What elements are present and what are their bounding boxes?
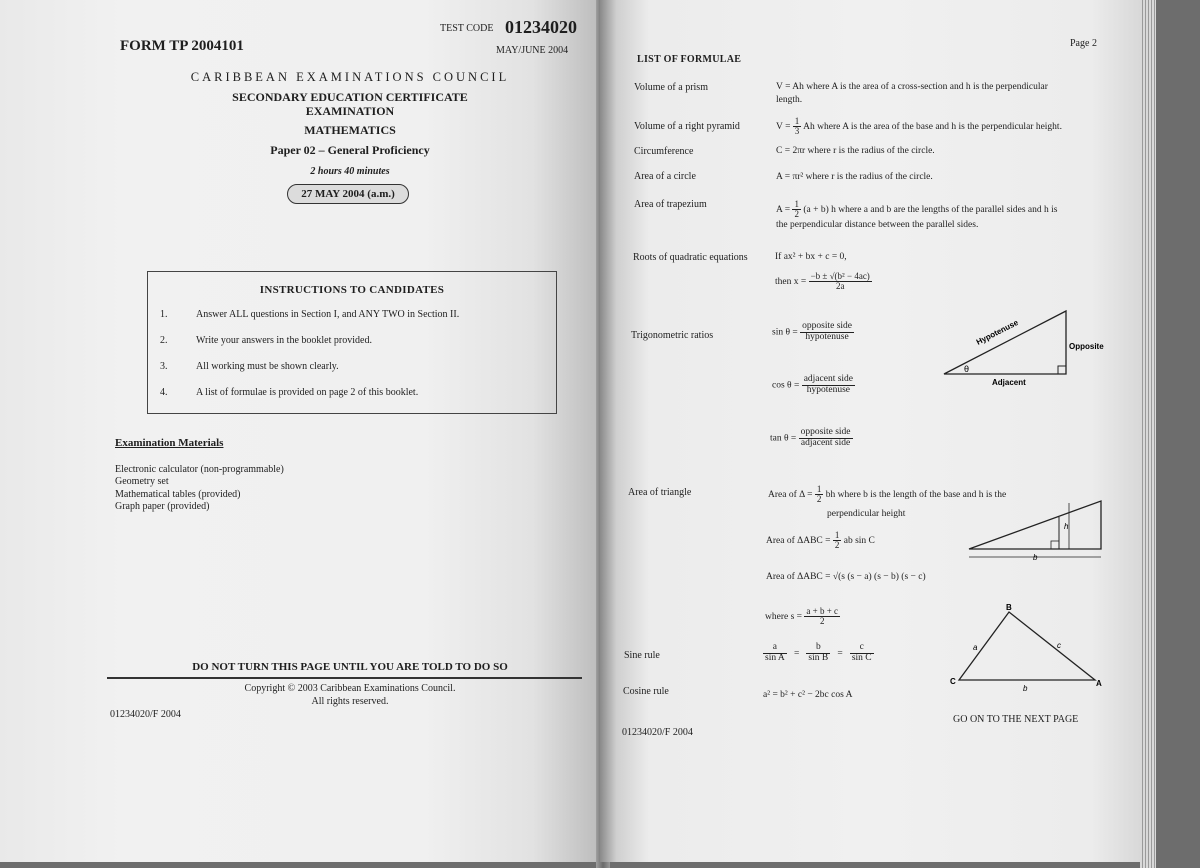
instruction-text: Answer ALL questions in Section I, and ANY TWO in Section II.: [196, 309, 460, 320]
base-label: b: [1033, 553, 1038, 562]
fraction-numerator: 1: [794, 199, 799, 209]
sine-rule-formula: [763, 643, 874, 664]
circumference-formula: C = 2πr where r is the radius of the circle.: [776, 146, 935, 156]
sine-rule-fraction-c: [850, 643, 874, 664]
side-a-label: a: [973, 643, 978, 652]
quadratic-formula: [775, 272, 872, 292]
tangent-fraction: [799, 428, 853, 449]
material-item: Geometry set: [115, 476, 169, 487]
triangle-area-2-lhs: Area of ΔABC =: [766, 536, 831, 547]
triangle-shape: [969, 501, 1101, 549]
examination-title: EXAMINATION: [305, 104, 395, 118]
prism-formula: V = Ah where A is the area of a cross-section and h is the perpendicular: [776, 82, 1048, 92]
circle-area-label: Area of a circle: [634, 171, 696, 182]
right-angle-marker: [1058, 366, 1066, 374]
subject-title: MATHEMATICS: [304, 123, 396, 137]
rights-notice: All rights reserved.: [311, 696, 389, 707]
fraction-numerator: opposite side: [800, 427, 851, 437]
triangle-area-fraction: [815, 485, 824, 505]
pyramid-label: Volume of a right pyramid: [634, 121, 740, 132]
prism-formula-cont: length.: [776, 95, 803, 105]
triangle-area-label: Area of triangle: [628, 487, 692, 498]
semi-perimeter-formula: [765, 607, 840, 627]
vertex-c-label: C: [950, 677, 956, 686]
triangle-area-2-fraction: [833, 531, 842, 551]
height-right-angle: [1051, 541, 1059, 549]
theta-label: θ: [964, 364, 970, 374]
paper-title: Paper 02 – General Proficiency: [270, 143, 430, 157]
cosine-fraction: [802, 375, 855, 396]
material-item: Mathematical tables (provided): [115, 489, 241, 500]
tangent-lhs: tan θ =: [770, 433, 797, 444]
fraction-denominator: hypotenuse: [805, 331, 849, 342]
do-not-turn-notice: DO NOT TURN THIS PAGE UNTIL YOU ARE TOLD TO DO SO: [192, 661, 508, 673]
instruction-text: All working must be shown clearly.: [196, 361, 339, 372]
triangle-area-lhs: Area of Δ =: [768, 490, 813, 501]
divider: [107, 677, 582, 679]
fraction-denominator: 2: [816, 494, 822, 505]
cosine-ratio: [772, 375, 855, 396]
fraction-numerator: 1: [794, 116, 800, 126]
fraction-numerator: opposite side: [802, 321, 852, 331]
trig-label: Trigonometric ratios: [631, 330, 714, 341]
fraction-numerator: −b ± √(b² − 4ac): [810, 271, 870, 281]
instruction-number: 2.: [160, 335, 168, 346]
fraction-denominator: 3: [794, 126, 800, 137]
go-on-notice: GO ON TO THE NEXT PAGE: [953, 714, 1079, 725]
prism-label: Volume of a prism: [634, 82, 708, 93]
right-triangle-shape: [944, 311, 1066, 374]
triangle-area-2-rest: ab sin C: [843, 536, 875, 547]
footer-code: 01234020/F 2004: [622, 727, 693, 738]
sine-lhs: sin θ =: [772, 327, 798, 338]
triangle-height-diagram: [965, 495, 1115, 567]
triangle-area-rest: bh where b is the length of the base and h is the: [825, 490, 1007, 501]
fraction-denominator: 2: [834, 540, 840, 551]
right-page: [600, 0, 1146, 862]
sine-rule-fraction-b: [806, 643, 830, 664]
trapezium-label: Area of trapezium: [634, 199, 707, 210]
instructions-box: [147, 271, 557, 414]
vertex-a-label: A: [1096, 679, 1102, 688]
herons-formula: Area of ΔABC = √(s (s − a) (s − b) (s − c): [766, 572, 926, 582]
trapezium-rest: (a + b) h where a and b are the lengths of the parallel sides and h is: [803, 205, 1058, 216]
fraction-numerator: a + b + c: [806, 606, 839, 616]
instruction-number: 3.: [160, 361, 168, 372]
page-number: Page 2: [1070, 38, 1097, 49]
quadratic-label: Roots of quadratic equations: [633, 252, 748, 263]
semi-perimeter-lhs: where s =: [765, 612, 803, 623]
hypotenuse-label: Hypotenuse: [974, 317, 1020, 347]
right-triangle-diagram: [940, 305, 1120, 390]
tangent-ratio: [770, 428, 853, 449]
exam-date-badge: 27 MAY 2004 (a.m.): [287, 184, 409, 204]
circle-area-formula: A = πr² where r is the radius of the circle.: [776, 172, 933, 182]
instruction-number: 4.: [160, 387, 168, 398]
book-page-edges: [1140, 0, 1156, 868]
certificate-title: SECONDARY EDUCATION CERTIFICATE: [232, 90, 468, 104]
fraction-denominator: 2a: [835, 281, 845, 292]
triangle-area-formula-1-cont: perpendicular height: [827, 509, 906, 519]
opposite-label: Opposite: [1069, 342, 1104, 351]
fraction-denominator: sin B: [808, 652, 829, 663]
height-label: h: [1064, 522, 1069, 531]
fraction-denominator: 2: [794, 209, 799, 220]
equals-sign: =: [837, 648, 843, 659]
pyramid-formula: [776, 117, 1062, 137]
quadratic-lhs: then x =: [775, 277, 807, 288]
trapezium-formula: [776, 200, 1057, 220]
trapezium-fraction: [792, 200, 801, 220]
sine-fraction: [800, 322, 854, 343]
footer-code: 01234020/F 2004: [110, 709, 181, 720]
cosine-rule-label: Cosine rule: [623, 686, 669, 697]
council-name: CARIBBEAN EXAMINATIONS COUNCIL: [190, 70, 510, 84]
fraction-denominator: adjacent side: [800, 437, 851, 448]
vertex-b-label: B: [1006, 603, 1012, 612]
triangle-abc-shape: [959, 612, 1095, 680]
triangle-area-formula-2: [766, 531, 875, 551]
adjacent-label: Adjacent: [992, 378, 1026, 387]
trapezium-formula-cont: the perpendicular distance between the parallel sides.: [776, 220, 979, 230]
test-code: 01234020: [505, 17, 577, 37]
pyramid-fraction: [793, 117, 802, 137]
fraction-denominator: sin A: [765, 652, 785, 663]
fraction-numerator: a: [763, 643, 787, 654]
material-item: Electronic calculator (non-programmable): [115, 464, 284, 475]
sine-rule-label: Sine rule: [624, 650, 660, 661]
quadratic-condition: If ax² + bx + c = 0,: [775, 252, 847, 262]
formulae-title: LIST OF FORMULAE: [637, 54, 742, 65]
equals-sign: =: [793, 648, 800, 659]
triangle-abc-diagram: [945, 600, 1105, 695]
exam-session: MAY/JUNE 2004: [496, 45, 569, 56]
fraction-numerator: c: [850, 643, 874, 654]
circumference-label: Circumference: [634, 146, 694, 157]
pyramid-lhs: V =: [776, 122, 791, 133]
cosine-rule-formula: a² = b² + c² − 2bc cos A: [763, 690, 853, 700]
fraction-denominator: hypotenuse: [806, 384, 850, 395]
fraction-numerator: adjacent side: [803, 374, 854, 384]
side-c-label: c: [1057, 641, 1061, 650]
sine-rule-fraction-a: [763, 643, 787, 664]
instruction-number: 1.: [160, 309, 168, 320]
instructions-title: INSTRUCTIONS TO CANDIDATES: [259, 284, 445, 296]
pyramid-rest: Ah where A is the area of the base and h is the perpendicular height.: [803, 122, 1062, 133]
fraction-numerator: 1: [834, 530, 840, 540]
fraction-numerator: 1: [816, 484, 822, 494]
cosine-lhs: cos θ =: [772, 380, 800, 391]
material-item: Graph paper (provided): [115, 501, 210, 512]
instruction-text: Write your answers in the booklet provided.: [196, 335, 372, 346]
semi-perimeter-fraction: [804, 607, 840, 627]
exam-duration: 2 hours 40 minutes: [310, 166, 390, 177]
instruction-text: A list of formulae is provided on page 2 of this booklet.: [196, 387, 419, 398]
side-b-label: b: [1023, 684, 1028, 693]
form-code: FORM TP 2004101: [120, 38, 244, 54]
test-code-label: TEST CODE: [440, 23, 494, 34]
copyright-notice: Copyright © 2003 Caribbean Examinations Council.: [244, 683, 456, 694]
fraction-denominator: sin C: [851, 652, 872, 663]
materials-title: Examination Materials: [115, 437, 224, 449]
sine-ratio: [772, 322, 854, 343]
trapezium-lhs: A =: [776, 205, 791, 216]
fraction-denominator: 2: [819, 616, 825, 627]
fraction-numerator: b: [806, 643, 830, 654]
quadratic-fraction: [809, 272, 872, 292]
